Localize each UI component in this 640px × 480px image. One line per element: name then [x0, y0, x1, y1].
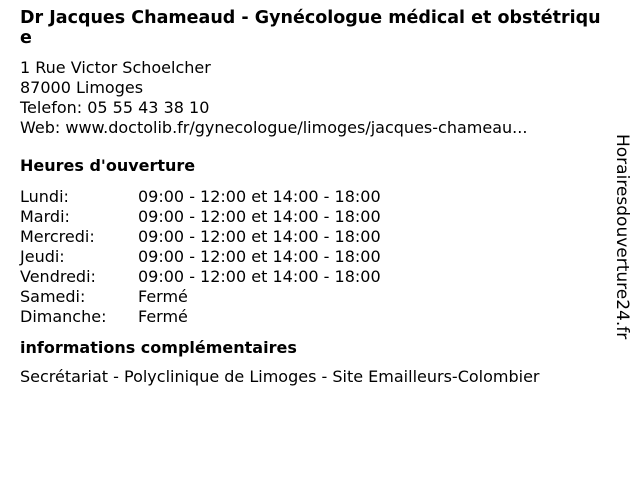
day-label: Mercredi:: [20, 227, 95, 246]
address-city: 87000 Limoges: [20, 78, 144, 97]
address-street: 1 Rue Victor Schoelcher: [20, 58, 211, 77]
day-label: Vendredi:: [20, 267, 96, 286]
day-hours: 09:00 - 12:00 et 14:00 - 18:00: [138, 267, 381, 286]
day-hours: 09:00 - 12:00 et 14:00 - 18:00: [138, 247, 381, 266]
site-watermark: Horairesdouverture24.fr: [612, 134, 632, 340]
day-hours: 09:00 - 12:00 et 14:00 - 18:00: [138, 207, 381, 226]
additional-info-text: Secrétariat - Polyclinique de Limoges - Site Emailleurs-Colombier: [20, 367, 540, 386]
hours-row-saturday: [20, 287, 605, 307]
business-name: Dr Jacques Chameaud - Gynécologue médical et obstétrique: [20, 8, 601, 48]
additional-info-title: informations complémentaires: [20, 338, 297, 357]
day-label: Mardi:: [20, 207, 70, 226]
hours-row-wednesday: [20, 227, 605, 247]
day-hours: 09:00 - 12:00 et 14:00 - 18:00: [138, 187, 381, 206]
contact-details: [20, 58, 605, 138]
hours-row-tuesday: [20, 207, 605, 227]
day-label: Jeudi:: [20, 247, 65, 266]
opening-hours-table: [20, 187, 605, 327]
website-link[interactable]: [20, 118, 605, 138]
day-hours: Fermé: [138, 307, 188, 326]
hours-row-thursday: [20, 247, 605, 267]
phone-number[interactable]: Telefon: 05 55 43 38 10: [20, 98, 210, 117]
hours-row-monday: [20, 187, 605, 207]
day-label: Dimanche:: [20, 307, 107, 326]
day-label: Samedi:: [20, 287, 86, 306]
hours-row-sunday: [20, 307, 605, 327]
day-hours: Fermé: [138, 287, 188, 306]
hours-row-friday: [20, 267, 605, 287]
business-card: [20, 8, 605, 387]
day-label: Lundi:: [20, 187, 69, 206]
website-link-text[interactable]: Web: www.doctolib.fr/gynecologue/limoges/jacques-chameau...: [20, 118, 528, 137]
day-hours: 09:00 - 12:00 et 14:00 - 18:00: [138, 227, 381, 246]
opening-hours-title: Heures d'ouverture: [20, 156, 196, 175]
